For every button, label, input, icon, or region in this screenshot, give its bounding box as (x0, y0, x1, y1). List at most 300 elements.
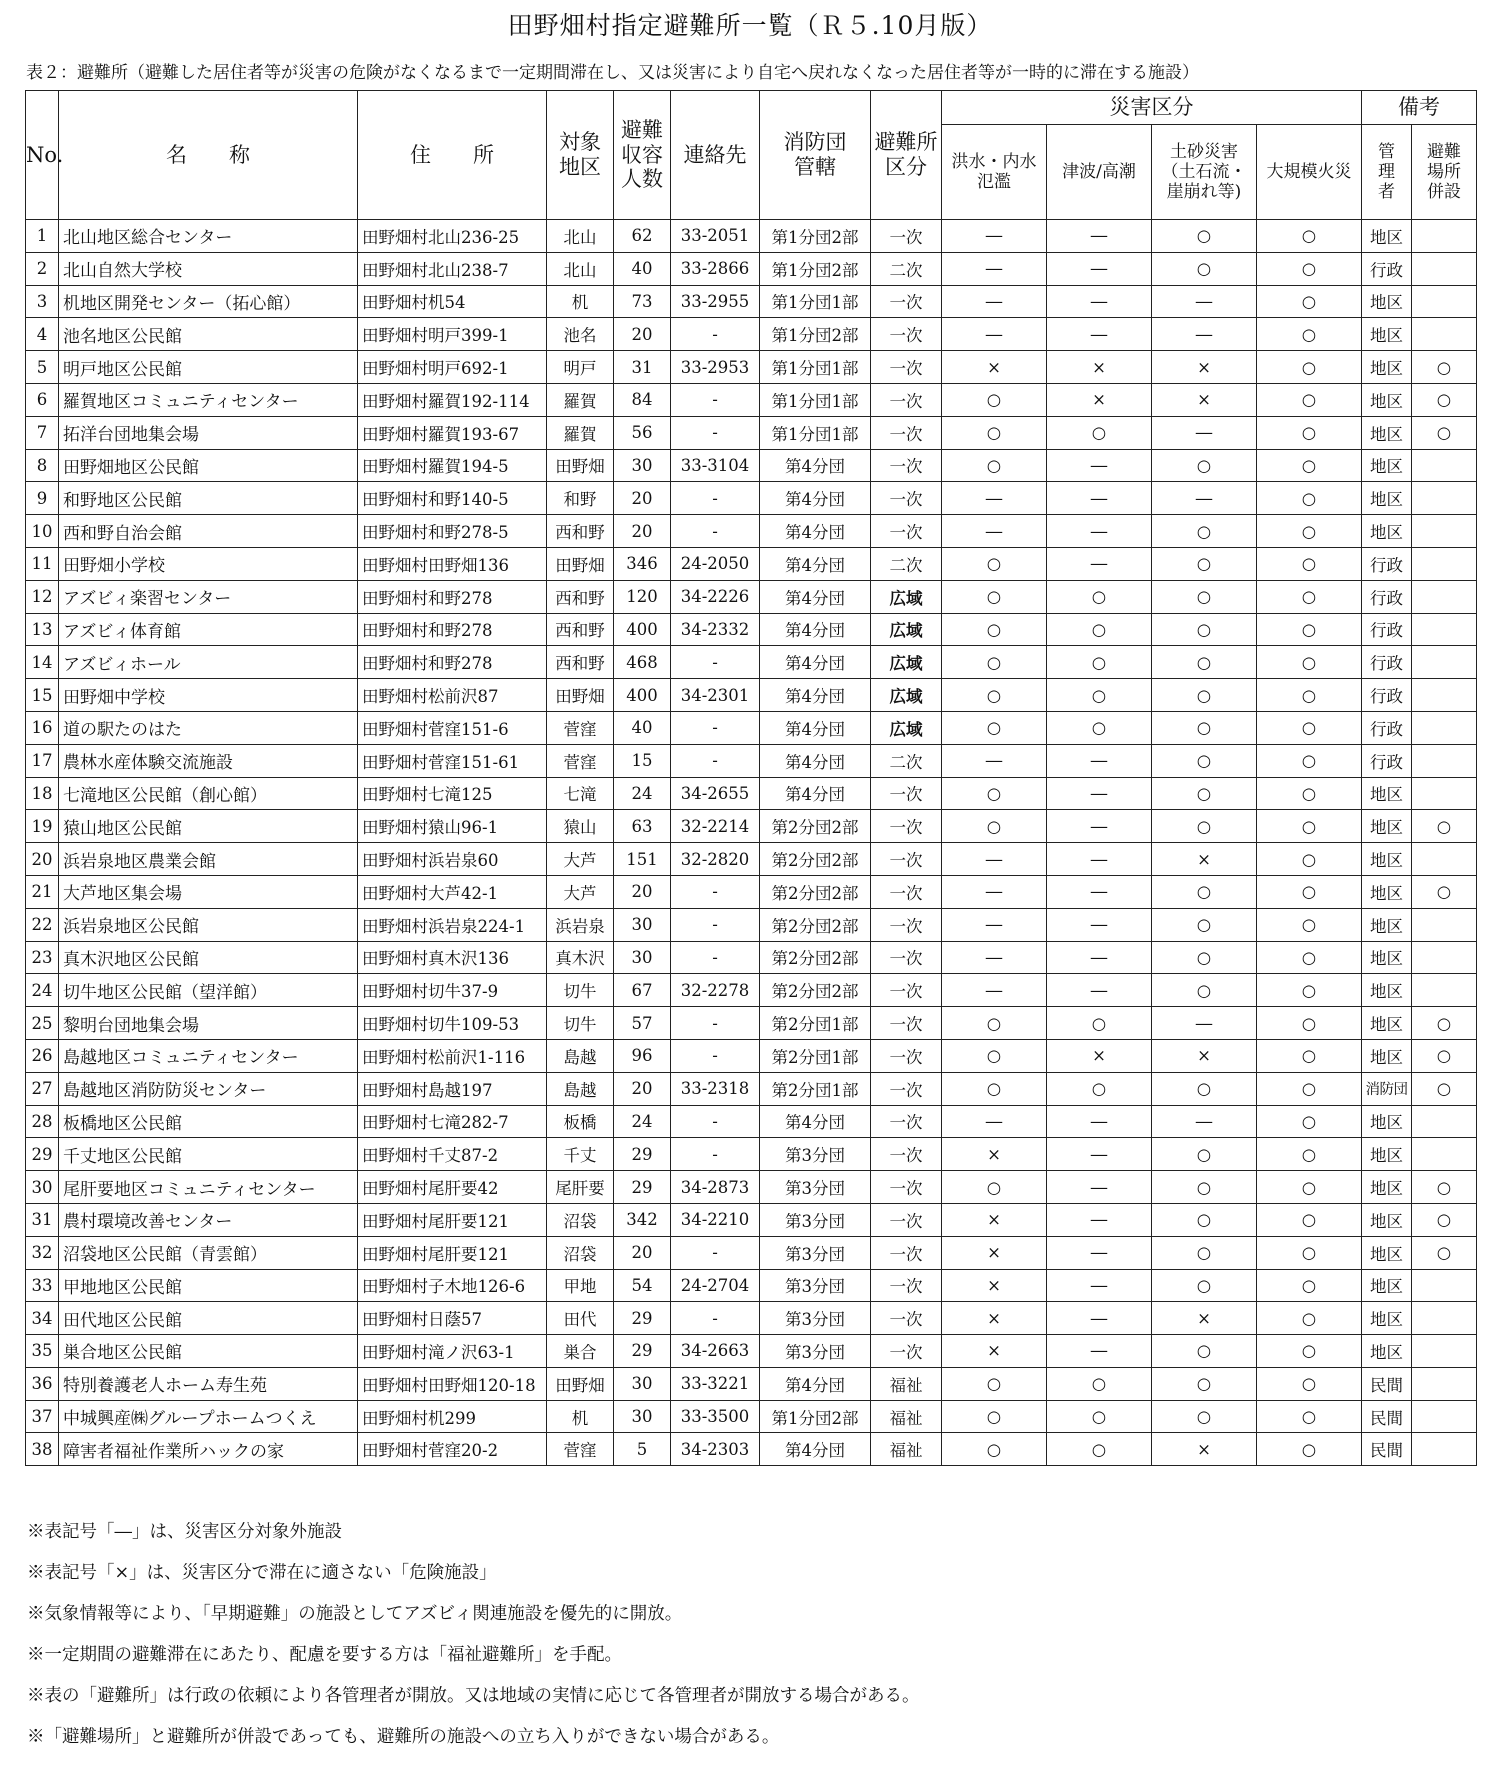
cell-manager: 地区 (1362, 383, 1412, 416)
cell-area: 羅賀 (547, 416, 614, 449)
cell-flood: ― (942, 252, 1047, 285)
cell-capacity: 15 (614, 744, 671, 777)
cell-landslide: ○ (1152, 941, 1257, 974)
cell-address: 田野畑村真木沢136 (358, 941, 547, 974)
cell-evac-site (1412, 580, 1477, 613)
cell-capacity: 63 (614, 810, 671, 843)
header-no: No. (26, 91, 59, 220)
cell-address: 田野畑村千丈87-2 (358, 1138, 547, 1171)
cell-flood: ― (942, 908, 1047, 941)
cell-tsunami: ― (1047, 449, 1152, 482)
cell-capacity: 73 (614, 285, 671, 318)
cell-capacity: 56 (614, 416, 671, 449)
header-address: 住 所 (358, 91, 547, 220)
cell-contact: - (671, 711, 760, 744)
cell-evac-site (1412, 679, 1477, 712)
cell-capacity: 20 (614, 482, 671, 515)
cell-evac-site (1412, 515, 1477, 548)
cell-area: 切牛 (547, 974, 614, 1007)
cell-name: 農林水産体験交流施設 (59, 744, 358, 777)
cell-evac-site (1412, 711, 1477, 744)
cell-area: 池名 (547, 318, 614, 351)
cell-area: 机 (547, 285, 614, 318)
cell-address: 田野畑村机299 (358, 1400, 547, 1433)
cell-large-fire: ○ (1257, 941, 1362, 974)
cell-evac-site: ○ (1412, 875, 1477, 908)
cell-evac-site (1412, 744, 1477, 777)
cell-flood: ○ (942, 1400, 1047, 1433)
cell-tsunami: × (1047, 1039, 1152, 1072)
cell-evac-site (1412, 777, 1477, 810)
cell-category: 一次 (871, 1302, 942, 1335)
cell-landslide: ○ (1152, 547, 1257, 580)
table-row (26, 1105, 1477, 1138)
cell-manager: 行政 (1362, 613, 1412, 646)
cell-capacity: 5 (614, 1433, 671, 1466)
cell-category: 二次 (871, 547, 942, 580)
cell-landslide: ○ (1152, 875, 1257, 908)
cell-address: 田野畑村日蔭57 (358, 1302, 547, 1335)
cell-flood: ○ (942, 580, 1047, 613)
cell-landslide: ○ (1152, 1138, 1257, 1171)
cell-name: 沼袋地区公民館（青雲館） (59, 1236, 358, 1269)
table-row (26, 252, 1477, 285)
table-row (26, 318, 1477, 351)
table-row (26, 1367, 1477, 1400)
cell-address: 田野畑村机54 (358, 285, 547, 318)
cell-contact: 33-2318 (671, 1072, 760, 1105)
cell-no: 10 (26, 515, 59, 548)
cell-address: 田野畑村子木地126-6 (358, 1269, 547, 1302)
cell-capacity: 40 (614, 252, 671, 285)
header-remarks-group: 備考 (1362, 91, 1477, 125)
cell-contact: - (671, 1007, 760, 1040)
cell-contact: 32-2214 (671, 810, 760, 843)
cell-fire-brigade: 第4分団 (760, 646, 871, 679)
cell-flood: ○ (942, 1007, 1047, 1040)
cell-no: 1 (26, 220, 59, 253)
cell-area: 菅窪 (547, 711, 614, 744)
table-row (26, 1433, 1477, 1466)
cell-flood: ― (942, 941, 1047, 974)
cell-name: 板橋地区公民館 (59, 1105, 358, 1138)
cell-tsunami: ― (1047, 744, 1152, 777)
cell-name: アズビィ体育館 (59, 613, 358, 646)
cell-area: 菅窪 (547, 744, 614, 777)
cell-address: 田野畑村切牛109-53 (358, 1007, 547, 1040)
cell-area: 明戸 (547, 351, 614, 384)
cell-fire-brigade: 第3分団 (760, 1138, 871, 1171)
cell-no: 5 (26, 351, 59, 384)
cell-flood: ― (942, 744, 1047, 777)
cell-address: 田野畑村和野278 (358, 613, 547, 646)
cell-fire-brigade: 第1分団1部 (760, 285, 871, 318)
cell-manager: 行政 (1362, 646, 1412, 679)
cell-no: 12 (26, 580, 59, 613)
cell-manager: 地区 (1362, 908, 1412, 941)
cell-contact: - (671, 482, 760, 515)
cell-area: 菅窪 (547, 1433, 614, 1466)
cell-area: 田野畑 (547, 679, 614, 712)
table-row (26, 351, 1477, 384)
cell-tsunami: ― (1047, 875, 1152, 908)
cell-capacity: 342 (614, 1203, 671, 1236)
cell-fire-brigade: 第4分団 (760, 679, 871, 712)
table-row (26, 1269, 1477, 1302)
table-row (26, 1203, 1477, 1236)
cell-landslide: × (1152, 1433, 1257, 1466)
cell-manager: 地区 (1362, 285, 1412, 318)
cell-area: 沼袋 (547, 1203, 614, 1236)
cell-evac-site (1412, 646, 1477, 679)
cell-landslide: × (1152, 351, 1257, 384)
cell-capacity: 29 (614, 1335, 671, 1368)
notes (27, 1512, 920, 1758)
cell-capacity: 20 (614, 875, 671, 908)
cell-contact: 33-2953 (671, 351, 760, 384)
cell-no: 13 (26, 613, 59, 646)
table-row (26, 1236, 1477, 1269)
cell-flood: × (942, 1335, 1047, 1368)
cell-large-fire: ○ (1257, 1171, 1362, 1204)
cell-landslide: ― (1152, 1007, 1257, 1040)
cell-large-fire: ○ (1257, 843, 1362, 876)
header-capacity: 避難 収容 人数 (614, 91, 671, 220)
table-row (26, 515, 1477, 548)
cell-area: 大芦 (547, 875, 614, 908)
cell-name: 甲地地区公民館 (59, 1269, 358, 1302)
cell-flood: ○ (942, 711, 1047, 744)
cell-landslide: ○ (1152, 777, 1257, 810)
table-row (26, 711, 1477, 744)
cell-no: 20 (26, 843, 59, 876)
cell-area: 田代 (547, 1302, 614, 1335)
header-tsunami: 津波/高潮 (1047, 125, 1152, 220)
cell-area: 和野 (547, 482, 614, 515)
cell-landslide: ○ (1152, 1269, 1257, 1302)
cell-fire-brigade: 第4分団 (760, 482, 871, 515)
cell-fire-brigade: 第4分団 (760, 744, 871, 777)
cell-category: 一次 (871, 974, 942, 1007)
cell-capacity: 400 (614, 613, 671, 646)
cell-no: 8 (26, 449, 59, 482)
note-line: ※一定期間の避難滞在にあたり、配慮を要する方は「福祉避難所」を手配。 (27, 1645, 622, 1665)
cell-area: 西和野 (547, 646, 614, 679)
cell-landslide: ○ (1152, 580, 1257, 613)
cell-manager: 地区 (1362, 810, 1412, 843)
cell-no: 16 (26, 711, 59, 744)
cell-address: 田野畑村明戸399-1 (358, 318, 547, 351)
cell-area: 浜岩泉 (547, 908, 614, 941)
cell-contact: 33-2866 (671, 252, 760, 285)
cell-name: 浜岩泉地区農業会館 (59, 843, 358, 876)
cell-name: 大芦地区集会場 (59, 875, 358, 908)
cell-name: 中城興産㈱グループホームつくえ (59, 1400, 358, 1433)
cell-evac-site (1412, 1302, 1477, 1335)
cell-category: 一次 (871, 875, 942, 908)
cell-large-fire: ○ (1257, 1433, 1362, 1466)
cell-name: アズビィ楽習センター (59, 580, 358, 613)
cell-evac-site (1412, 908, 1477, 941)
cell-address: 田野畑村和野278 (358, 580, 547, 613)
cell-evac-site (1412, 843, 1477, 876)
cell-area: 沼袋 (547, 1236, 614, 1269)
cell-flood: ○ (942, 1039, 1047, 1072)
cell-category: 一次 (871, 1335, 942, 1368)
cell-large-fire: ○ (1257, 416, 1362, 449)
cell-no: 22 (26, 908, 59, 941)
cell-landslide: ○ (1152, 1236, 1257, 1269)
cell-evac-site (1412, 449, 1477, 482)
cell-address: 田野畑村尾肝要121 (358, 1203, 547, 1236)
cell-address: 田野畑村菅窪20-2 (358, 1433, 547, 1466)
cell-area: 西和野 (547, 515, 614, 548)
cell-tsunami: ― (1047, 974, 1152, 1007)
cell-manager: 地区 (1362, 318, 1412, 351)
cell-capacity: 20 (614, 1236, 671, 1269)
cell-capacity: 31 (614, 351, 671, 384)
cell-area: 西和野 (547, 613, 614, 646)
cell-category: 一次 (871, 1171, 942, 1204)
cell-manager: 地区 (1362, 843, 1412, 876)
cell-evac-site (1412, 1367, 1477, 1400)
cell-flood: ○ (942, 1171, 1047, 1204)
cell-category: 二次 (871, 744, 942, 777)
cell-large-fire: ○ (1257, 580, 1362, 613)
cell-fire-brigade: 第4分団 (760, 515, 871, 548)
cell-tsunami: ― (1047, 1138, 1152, 1171)
cell-category: 一次 (871, 1138, 942, 1171)
cell-contact: - (671, 318, 760, 351)
cell-fire-brigade: 第2分団2部 (760, 843, 871, 876)
cell-capacity: 96 (614, 1039, 671, 1072)
cell-contact: 34-2210 (671, 1203, 760, 1236)
cell-no: 32 (26, 1236, 59, 1269)
cell-flood: ○ (942, 416, 1047, 449)
cell-fire-brigade: 第2分団1部 (760, 1007, 871, 1040)
cell-manager: 地区 (1362, 1302, 1412, 1335)
cell-large-fire: ○ (1257, 482, 1362, 515)
cell-fire-brigade: 第3分団 (760, 1203, 871, 1236)
cell-manager: 地区 (1362, 1138, 1412, 1171)
cell-fire-brigade: 第2分団1部 (760, 1039, 871, 1072)
cell-category: 一次 (871, 908, 942, 941)
cell-fire-brigade: 第1分団2部 (760, 220, 871, 253)
cell-flood: ○ (942, 777, 1047, 810)
cell-evac-site (1412, 613, 1477, 646)
cell-name: 北山地区総合センター (59, 220, 358, 253)
cell-contact: 33-3500 (671, 1400, 760, 1433)
cell-area: 田野畑 (547, 1367, 614, 1400)
cell-flood: ― (942, 482, 1047, 515)
cell-landslide: ○ (1152, 974, 1257, 1007)
cell-evac-site (1412, 1433, 1477, 1466)
cell-manager: 地区 (1362, 515, 1412, 548)
cell-capacity: 84 (614, 383, 671, 416)
note-line: ※「避難場所」と避難所が併設であっても、避難所の施設への立ち入りができない場合がある。 (27, 1727, 780, 1747)
cell-tsunami: ― (1047, 318, 1152, 351)
cell-tsunami: ― (1047, 1269, 1152, 1302)
cell-area: 田野畑 (547, 449, 614, 482)
cell-category: 一次 (871, 416, 942, 449)
cell-name: 西和野自治会館 (59, 515, 358, 548)
table-row (26, 941, 1477, 974)
cell-name: 和野地区公民館 (59, 482, 358, 515)
cell-landslide: ○ (1152, 1367, 1257, 1400)
table-row (26, 1072, 1477, 1105)
cell-flood: ○ (942, 547, 1047, 580)
cell-capacity: 54 (614, 1269, 671, 1302)
cell-fire-brigade: 第2分団1部 (760, 1072, 871, 1105)
cell-capacity: 40 (614, 711, 671, 744)
cell-landslide: ○ (1152, 449, 1257, 482)
cell-tsunami: ○ (1047, 1007, 1152, 1040)
cell-large-fire: ○ (1257, 515, 1362, 548)
table-caption: 表２：避難所（避難した居住者等が災害の危険がなくなるまで一定期間滞在し、又は災害により自宅へ戻れなくなった居住者等が一時的に滞在する施設） (26, 63, 1199, 83)
cell-area: 巣合 (547, 1335, 614, 1368)
cell-tsunami: ○ (1047, 711, 1152, 744)
table-row (26, 416, 1477, 449)
cell-no: 19 (26, 810, 59, 843)
cell-flood: ― (942, 285, 1047, 318)
cell-tsunami: ― (1047, 1236, 1152, 1269)
table-row (26, 613, 1477, 646)
cell-area: 北山 (547, 220, 614, 253)
cell-landslide: ― (1152, 318, 1257, 351)
cell-name: 浜岩泉地区公民館 (59, 908, 358, 941)
cell-no: 25 (26, 1007, 59, 1040)
table-row (26, 810, 1477, 843)
cell-no: 3 (26, 285, 59, 318)
cell-evac-site (1412, 252, 1477, 285)
cell-tsunami: ― (1047, 1335, 1152, 1368)
cell-fire-brigade: 第1分団2部 (760, 252, 871, 285)
cell-capacity: 62 (614, 220, 671, 253)
cell-contact: - (671, 908, 760, 941)
cell-flood: ― (942, 1105, 1047, 1138)
header-disaster-group: 災害区分 (942, 91, 1362, 125)
table-row (26, 908, 1477, 941)
header-contact: 連絡先 (671, 91, 760, 220)
cell-large-fire: ○ (1257, 613, 1362, 646)
cell-name: 農村環境改善センター (59, 1203, 358, 1236)
cell-no: 24 (26, 974, 59, 1007)
cell-capacity: 400 (614, 679, 671, 712)
cell-contact: 34-2663 (671, 1335, 760, 1368)
cell-category: 一次 (871, 1072, 942, 1105)
table-row (26, 1171, 1477, 1204)
cell-tsunami: ○ (1047, 580, 1152, 613)
cell-flood: ― (942, 318, 1047, 351)
cell-landslide: ○ (1152, 711, 1257, 744)
cell-capacity: 29 (614, 1138, 671, 1171)
cell-evac-site: ○ (1412, 1007, 1477, 1040)
cell-address: 田野畑村菅窪151-6 (358, 711, 547, 744)
cell-large-fire: ○ (1257, 679, 1362, 712)
cell-category: 福祉 (871, 1367, 942, 1400)
cell-large-fire: ○ (1257, 875, 1362, 908)
cell-large-fire: ○ (1257, 1007, 1362, 1040)
cell-tsunami: ― (1047, 1171, 1152, 1204)
cell-flood: ○ (942, 613, 1047, 646)
cell-evac-site: ○ (1412, 1171, 1477, 1204)
cell-name: アズビィホール (59, 646, 358, 679)
cell-no: 27 (26, 1072, 59, 1105)
cell-large-fire: ○ (1257, 646, 1362, 679)
cell-fire-brigade: 第4分団 (760, 613, 871, 646)
cell-category: 広域 (871, 580, 942, 613)
cell-large-fire: ○ (1257, 711, 1362, 744)
cell-category: 一次 (871, 1007, 942, 1040)
cell-manager: 行政 (1362, 711, 1412, 744)
header-manager: 管 理 者 (1362, 125, 1412, 220)
cell-evac-site (1412, 1400, 1477, 1433)
cell-large-fire: ○ (1257, 1203, 1362, 1236)
cell-flood: × (942, 351, 1047, 384)
cell-landslide: ○ (1152, 613, 1257, 646)
cell-evac-site: ○ (1412, 383, 1477, 416)
cell-tsunami: ― (1047, 1302, 1152, 1335)
cell-manager: 地区 (1362, 1203, 1412, 1236)
cell-no: 31 (26, 1203, 59, 1236)
cell-name: 七滝地区公民館（創心館） (59, 777, 358, 810)
cell-manager: 地区 (1362, 1269, 1412, 1302)
cell-tsunami: ― (1047, 1105, 1152, 1138)
cell-area: 真木沢 (547, 941, 614, 974)
cell-manager: 地区 (1362, 416, 1412, 449)
cell-large-fire: ○ (1257, 1335, 1362, 1368)
cell-fire-brigade: 第3分団 (760, 1302, 871, 1335)
cell-category: 一次 (871, 1236, 942, 1269)
cell-category: 一次 (871, 515, 942, 548)
cell-manager: 地区 (1362, 1105, 1412, 1138)
cell-contact: 34-2873 (671, 1171, 760, 1204)
cell-large-fire: ○ (1257, 252, 1362, 285)
cell-manager: 地区 (1362, 220, 1412, 253)
cell-fire-brigade: 第2分団2部 (760, 974, 871, 1007)
cell-capacity: 30 (614, 1367, 671, 1400)
cell-flood: ○ (942, 810, 1047, 843)
cell-contact: - (671, 646, 760, 679)
cell-name: 机地区開発センター（拓心館） (59, 285, 358, 318)
table-row (26, 547, 1477, 580)
table-row (26, 744, 1477, 777)
header-evac-site: 避難 場所 併設 (1412, 125, 1477, 220)
cell-manager: 地区 (1362, 974, 1412, 1007)
cell-area: 七滝 (547, 777, 614, 810)
cell-fire-brigade: 第4分団 (760, 1367, 871, 1400)
cell-fire-brigade: 第4分団 (760, 1433, 871, 1466)
header-landslide: 土砂災害 （土石流・ 崖崩れ等) (1152, 125, 1257, 220)
cell-large-fire: ○ (1257, 318, 1362, 351)
cell-area: 猿山 (547, 810, 614, 843)
cell-no: 7 (26, 416, 59, 449)
cell-area: 田野畑 (547, 547, 614, 580)
cell-evac-site (1412, 1335, 1477, 1368)
cell-landslide: ― (1152, 285, 1257, 318)
cell-contact: - (671, 515, 760, 548)
cell-landslide: × (1152, 383, 1257, 416)
cell-area: 島越 (547, 1072, 614, 1105)
cell-capacity: 468 (614, 646, 671, 679)
cell-manager: 地区 (1362, 875, 1412, 908)
cell-category: 一次 (871, 351, 942, 384)
cell-name: 田野畑地区公民館 (59, 449, 358, 482)
cell-landslide: ○ (1152, 744, 1257, 777)
cell-area: 尾肝要 (547, 1171, 614, 1204)
cell-address: 田野畑村田野畑136 (358, 547, 547, 580)
cell-category: 一次 (871, 810, 942, 843)
